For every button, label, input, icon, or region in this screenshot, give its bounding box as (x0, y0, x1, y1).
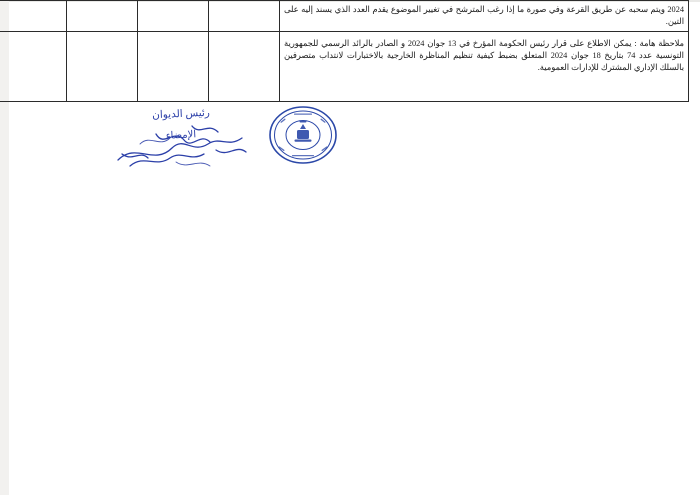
table-row (0, 1, 689, 32)
table-cell-text (280, 1, 689, 32)
table-cell-empty (138, 1, 209, 32)
table-cell-empty (209, 1, 280, 32)
signature-icon (96, 114, 266, 176)
table-cell-empty (209, 31, 280, 101)
table-row (0, 31, 689, 101)
table-cell-empty (138, 31, 209, 101)
signature-block (96, 108, 266, 178)
table-cell-empty (67, 1, 138, 32)
official-stamp-icon (264, 104, 342, 166)
table-cell-empty (0, 1, 67, 32)
signature-label: الإمضاء (165, 129, 197, 142)
document-table (9, 0, 689, 91)
paragraph-continuation: 2024 ويتم سحبه عن طريق القرعة وفي صورة ما إذا رغب المترشح في تغيير الموضوع يقدم العدد الذي يسند إليه على التين. (284, 5, 684, 26)
signature-title: رئيس الديوان (151, 107, 211, 122)
table-cell-note (280, 31, 689, 101)
important-note: ملاحظة هامة : يمكن الاطلاع على قرار رئيس الحكومة المؤرخ في 13 جوان 2024 و الصادر بالرائد الرسمي للجمهورية التونسية عدد 74 بتاريخ 18 جوان 2024 المتعلق بضبط كيفية تنظيم المناظرة الخارجية بالاختبارات لانتداب متصرفين بالسلك الإداري المشترك للإدارات العمومية. (284, 38, 684, 72)
table-cell-empty (67, 31, 138, 101)
table-cell-empty (0, 31, 67, 101)
